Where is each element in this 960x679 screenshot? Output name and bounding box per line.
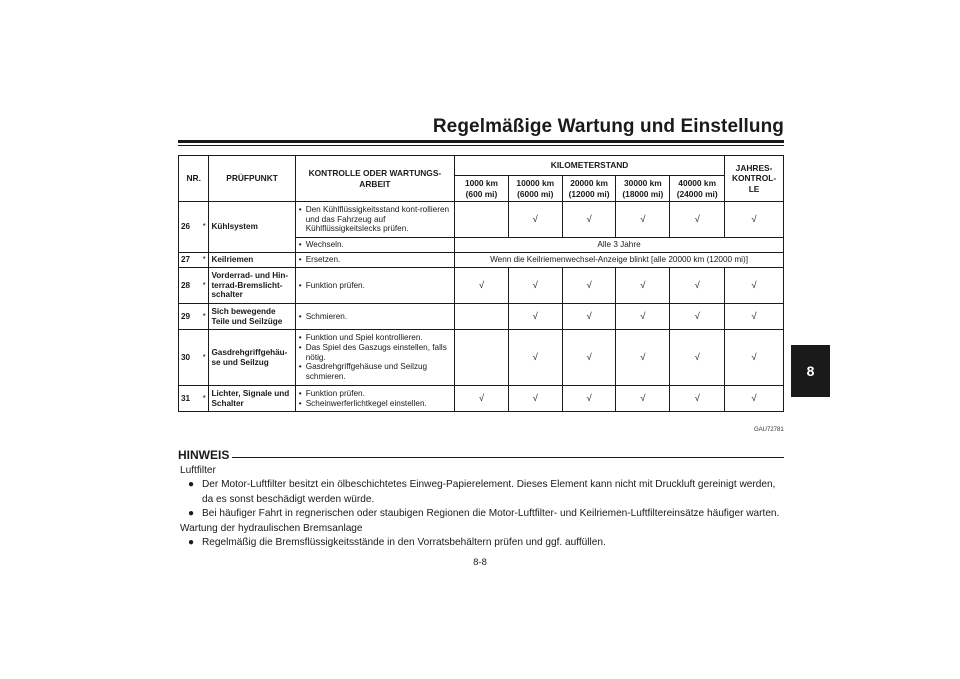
check-mark: √: [562, 268, 616, 304]
action-cell: • Funktion prüfen.: [295, 268, 454, 304]
check-item: Lichter, Signale und Schalter: [209, 386, 295, 412]
notes-rule: [232, 457, 784, 458]
check-mark: √: [725, 330, 784, 386]
interval-note: Wenn die Keilriemenwechsel-Anzeige blinkt [alle 20000 km (12000 mi)]: [455, 253, 784, 268]
star-marker: *: [200, 330, 209, 386]
check-mark: √: [508, 330, 562, 386]
action-cell: • Ersetzen.: [295, 253, 454, 268]
title-rule-thin: [178, 145, 784, 146]
title-rule: [178, 140, 784, 143]
table-row: [179, 386, 784, 412]
check-mark: √: [616, 330, 670, 386]
reference-code: GAU72781: [754, 427, 784, 433]
list-item: [180, 507, 784, 521]
check-mark: √: [562, 386, 616, 412]
header-km-col: 20000 km (12000 mi): [562, 176, 616, 202]
check-item: Keilriemen: [209, 253, 295, 268]
star-marker: *: [200, 386, 209, 412]
bullet-icon: ●: [188, 537, 195, 549]
table-row: [179, 330, 784, 386]
check-mark: √: [616, 386, 670, 412]
notes-body: [180, 464, 784, 550]
list-item: [180, 536, 784, 550]
check-item: Kühlsystem: [209, 202, 295, 253]
check-mark: √: [455, 386, 509, 412]
note-text: Regelmäßig die Bremsflüssigkeitsstände in den Vorratsbehältern prüfen und ggf. auffüllen.: [202, 537, 606, 549]
table-row: [179, 253, 784, 268]
star-marker: *: [200, 253, 209, 268]
row-number: 29: [179, 304, 200, 330]
header-km-col: 40000 km (24000 mi): [670, 176, 725, 202]
header-km-col: 30000 km (18000 mi): [616, 176, 670, 202]
check-mark: √: [508, 304, 562, 330]
check-mark: √: [508, 268, 562, 304]
row-number: 26: [179, 202, 200, 253]
check-mark: √: [725, 268, 784, 304]
header-km-col: 10000 km (6000 mi): [508, 176, 562, 202]
row-number: 27: [179, 253, 200, 268]
header-item: PRÜFPUNKT: [209, 156, 295, 202]
list-item: [180, 478, 784, 507]
header-action: KONTROLLE ODER WARTUNGS-ARBEIT: [295, 156, 454, 202]
check-mark: √: [670, 202, 725, 238]
bullet-icon: ●: [188, 479, 195, 491]
page-title: Regelmäßige Wartung und Einstellung: [432, 116, 784, 137]
check-mark: √: [616, 268, 670, 304]
action-cell: • Schmieren.: [295, 304, 454, 330]
check-mark: √: [455, 268, 509, 304]
interval-note: Alle 3 Jahre: [455, 238, 784, 253]
table-row: [179, 202, 784, 238]
row-number: 30: [179, 330, 200, 386]
maintenance-table: [178, 155, 784, 412]
star-marker: *: [200, 268, 209, 304]
header-nr: NR.: [179, 156, 209, 202]
check-mark: √: [725, 386, 784, 412]
check-item: Gasdrehgriffgehäu-se und Seilzug: [209, 330, 295, 386]
check-mark: √: [562, 202, 616, 238]
table-row: [179, 304, 784, 330]
star-marker: *: [200, 304, 209, 330]
note-text: Der Motor-Luftfilter besitzt ein ölbeschichtetes Einweg-Papierelement. Dieses Element kann nicht mit Druckluft gereinigt werden, da es sonst beschädigt werden würde.: [202, 479, 776, 505]
check-mark: √: [616, 304, 670, 330]
check-item: Vorderrad- und Hin-terrad-Bremslicht-schalter: [209, 268, 295, 304]
check-mark: √: [562, 304, 616, 330]
row-number: 28: [179, 268, 200, 304]
check-mark: √: [670, 268, 725, 304]
notes-group-title: Luftfilter: [180, 465, 216, 476]
header-kilometerstand: KILOMETERSTAND: [455, 156, 725, 176]
note-text: Bei häufiger Fahrt in regnerischen oder staubigen Regionen die Motor-Luftfilter- und Keilriemen-Luftfiltereinsätze häufiger warten.: [202, 508, 780, 520]
action-cell: • Wechseln.: [295, 238, 454, 253]
table-row: [179, 268, 784, 304]
header-annual: JAHRES-KONTROL-LE: [725, 156, 784, 202]
check-mark: √: [670, 304, 725, 330]
row-number: 31: [179, 386, 200, 412]
bullet-icon: ●: [188, 508, 195, 520]
check-mark: √: [725, 202, 784, 238]
check-mark: √: [508, 386, 562, 412]
action-cell: • Funktion prüfen. • Scheinwerferlichtkegel einstellen.: [295, 386, 454, 412]
check-mark: √: [508, 202, 562, 238]
action-cell: • Den Kühlflüssigkeitsstand kont-rollieren und das Fahrzeug auf Kühlflüssigkeitslecks prüfen.: [295, 202, 454, 238]
check-mark: √: [562, 330, 616, 386]
page-number: 8-8: [473, 557, 487, 568]
check-mark: [455, 202, 509, 238]
check-mark: √: [670, 386, 725, 412]
notes-heading: HINWEIS: [178, 448, 230, 462]
check-mark: [455, 330, 509, 386]
action-cell: • Funktion und Spiel kontrollieren. • Das Spiel des Gaszugs einstellen, falls nötig. • Gasdrehgriffgehäuse und Seilzug schmieren.: [295, 330, 454, 386]
header-km-col: 1000 km (600 mi): [455, 176, 509, 202]
star-marker: *: [200, 202, 209, 253]
check-mark: √: [725, 304, 784, 330]
check-mark: √: [670, 330, 725, 386]
check-item: Sich bewegende Teile und Seilzüge: [209, 304, 295, 330]
chapter-tab[interactable]: 8: [791, 345, 830, 397]
notes-group-title: Wartung der hydraulischen Bremsanlage: [180, 522, 363, 534]
check-mark: √: [616, 202, 670, 238]
check-mark: [455, 304, 509, 330]
